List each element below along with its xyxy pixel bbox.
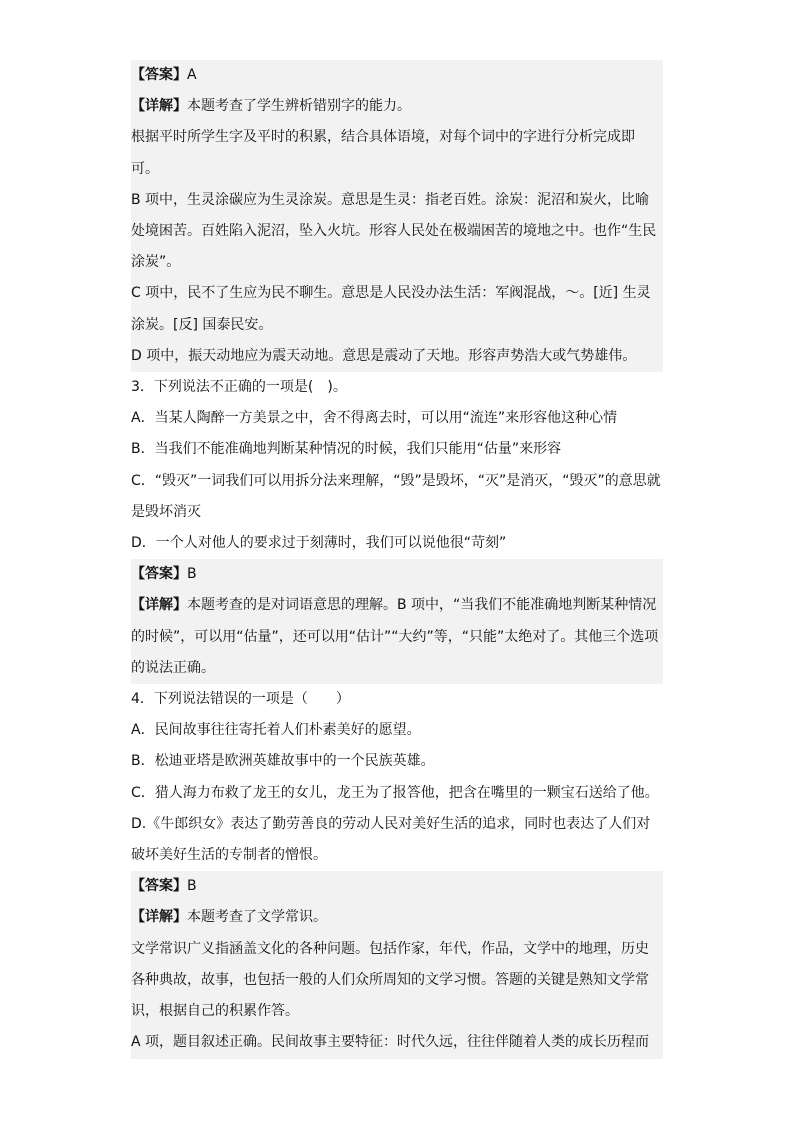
line-text: 可。 bbox=[131, 160, 159, 177]
line-text: 破坏美好生活的专制者的憎恨。 bbox=[131, 847, 327, 864]
section-label: 【答案】 bbox=[131, 878, 187, 895]
text-line bbox=[131, 965, 663, 996]
question-block bbox=[131, 372, 663, 559]
text-line bbox=[131, 622, 663, 653]
text-line bbox=[131, 778, 663, 809]
text-line bbox=[131, 590, 663, 621]
line-text: 本题考查了学生辨析错别字的能力。 bbox=[187, 98, 411, 115]
text-line bbox=[131, 528, 663, 559]
line-text: 3．下列说法不正确的一项是( )。 bbox=[131, 379, 347, 396]
text-line bbox=[131, 466, 663, 497]
text-line bbox=[131, 497, 663, 528]
line-text: D．一个人对他人的要求过于刻薄时，我们可以说他很“苛刻” bbox=[131, 535, 507, 552]
text-line bbox=[131, 341, 663, 372]
text-line bbox=[131, 434, 663, 465]
line-text: C．“毁灭”一词我们可以用拆分法来理解，“毁”是毁坏，“灭”是消灭，“毁灭”的意思就 bbox=[131, 472, 661, 489]
text-line bbox=[131, 715, 663, 746]
answer-block bbox=[131, 871, 663, 1058]
section-label: 【答案】 bbox=[131, 67, 187, 83]
line-text: 本题考查的是对词语意思的理解。B 项中，“当我们不能准确地判断某种情况 bbox=[187, 597, 657, 614]
text-line bbox=[131, 1027, 663, 1058]
text-line bbox=[131, 746, 663, 777]
text-line bbox=[131, 154, 663, 185]
line-text: 是毁坏消灭 bbox=[131, 503, 201, 520]
line-text: C 项中，民不了生应为民不聊生。意思是人民没办法生活：军阀混战，～。[近] 生灵 bbox=[131, 285, 651, 302]
text-line bbox=[131, 216, 663, 247]
text-line bbox=[131, 310, 663, 341]
question-block bbox=[131, 684, 663, 871]
line-text: D 项中，振天动地应为震天动地。意思是震动了天地。形容声势浩大或气势雄伟。 bbox=[131, 347, 637, 364]
line-text: 涂炭。[反] 国泰民安。 bbox=[131, 316, 273, 333]
text-line bbox=[131, 372, 663, 403]
text-line bbox=[131, 902, 663, 933]
line-text: A bbox=[187, 67, 197, 83]
text-line bbox=[131, 403, 663, 434]
text-line bbox=[131, 934, 663, 965]
line-text: B bbox=[187, 878, 197, 895]
line-text: 本题考查了文学常识。 bbox=[187, 909, 327, 926]
line-text: 的说法正确。 bbox=[131, 659, 215, 676]
text-line bbox=[131, 809, 663, 840]
document-page bbox=[131, 60, 663, 1059]
line-text: 识，根据自己的积累作答。 bbox=[131, 1003, 299, 1020]
line-text: 4．下列说法错误的一项是（ ） bbox=[131, 691, 350, 708]
line-text: 的时候”，可以用“估量”，还可以用“估计”“大约”等，“只能”太绝对了。其他三个选项 bbox=[131, 628, 659, 645]
line-text: A 项，题目叙述正确。民间故事主要特征：时代久远，往往伴随着人类的成长历程而 bbox=[131, 1034, 650, 1051]
line-text: B．当我们不能准确地判断某种情况的时候，我们只能用“估量”来形容 bbox=[131, 441, 562, 458]
section-label: 【详解】 bbox=[131, 909, 187, 926]
text-line bbox=[131, 278, 663, 309]
text-line bbox=[131, 559, 663, 590]
text-line bbox=[131, 684, 663, 715]
line-text: 各种典故，故事，也包括一般的人们众所周知的文学习惯。答题的关键是熟知文学常 bbox=[131, 971, 649, 988]
section-label: 【详解】 bbox=[131, 98, 187, 115]
text-line bbox=[131, 653, 663, 684]
answer-block bbox=[131, 60, 663, 372]
text-line bbox=[131, 91, 663, 122]
line-text: 涂炭”。 bbox=[131, 254, 181, 271]
text-line bbox=[131, 122, 663, 153]
answer-block bbox=[131, 559, 663, 684]
line-text: A．民间故事往往寄托着人们朴素美好的愿望。 bbox=[131, 722, 421, 739]
text-line bbox=[131, 871, 663, 902]
line-text: B 项中，生灵涂碳应为生灵涂炭。意思是生灵：指老百姓。涂炭：泥沼和炭火，比喻 bbox=[131, 191, 650, 208]
line-text: B bbox=[187, 566, 197, 583]
line-text: A．当某人陶醉一方美景之中，舍不得离去时，可以用“流连”来形容他这种心情 bbox=[131, 410, 618, 427]
text-line bbox=[131, 185, 663, 216]
text-line bbox=[131, 840, 663, 871]
line-text: B．松迪亚塔是欧洲英雄故事中的一个民族英雄。 bbox=[131, 753, 435, 770]
section-label: 【答案】 bbox=[131, 566, 187, 583]
line-text: 根据平时所学生字及平时的积累，结合具体语境，对每个词中的字进行分析完成即 bbox=[131, 129, 635, 146]
line-text: 处境困苦。百姓陷入泥沼，坠入火坑。形容人民处在极端困苦的境地之中。也作“生民 bbox=[131, 223, 657, 240]
line-text: C．猎人海力布救了龙王的女儿，龙王为了报答他，把含在嘴里的一颗宝石送给了他。 bbox=[131, 784, 659, 801]
line-text: D.《牛郎织女》表达了勤劳善良的劳动人民对美好生活的追求，同时也表达了人们对 bbox=[131, 815, 651, 832]
text-line bbox=[131, 996, 663, 1027]
section-label: 【详解】 bbox=[131, 597, 187, 614]
line-text: 文学常识广义指涵盖文化的各种问题。包括作家，年代，作品，文学中的地理，历史 bbox=[131, 940, 649, 957]
text-line bbox=[131, 247, 663, 278]
text-line bbox=[131, 60, 663, 91]
